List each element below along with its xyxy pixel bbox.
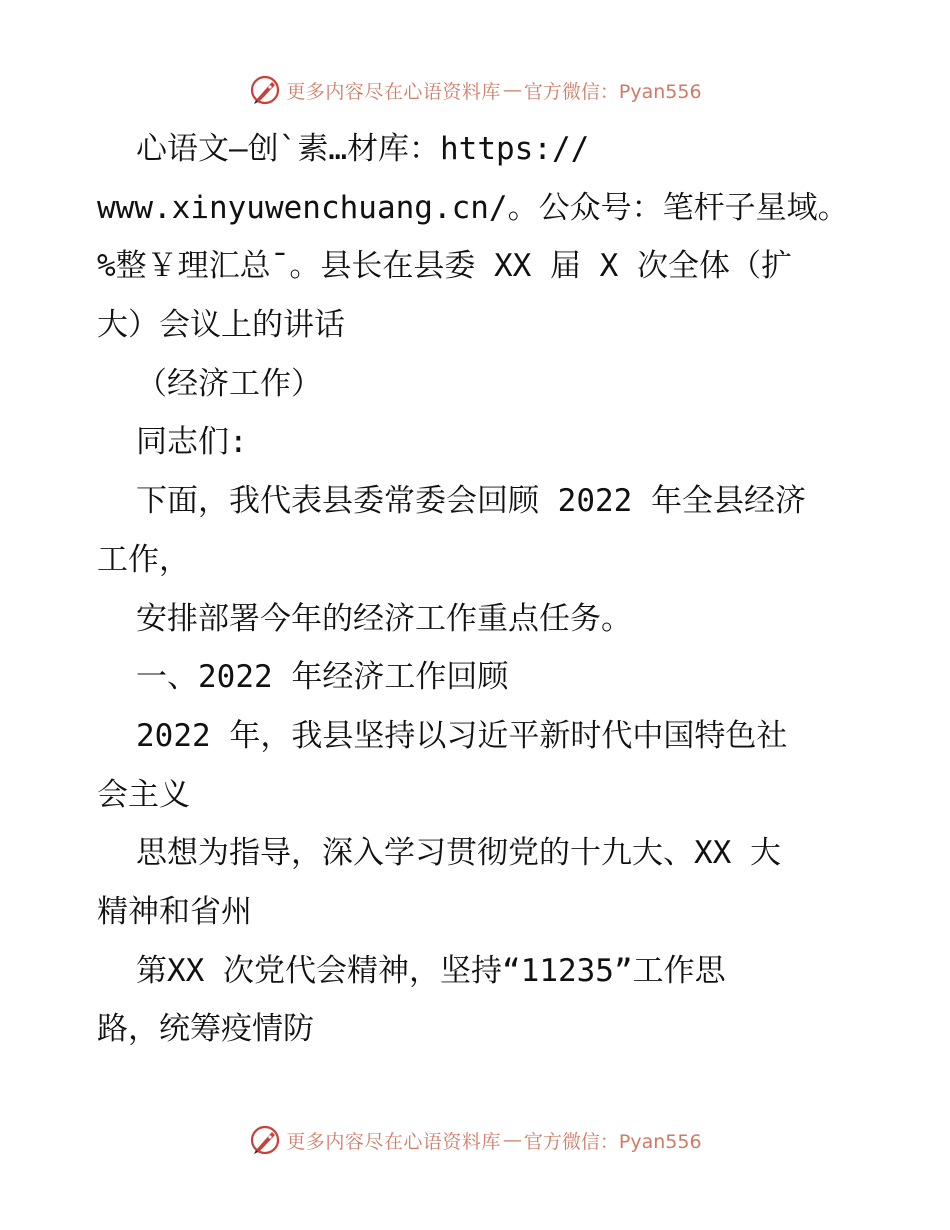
banner-text: 更多内容尽在心语资料库 bbox=[286, 80, 501, 103]
banner-account: 官方微信：Pyan556 bbox=[523, 80, 702, 103]
body-line: （经济工作） bbox=[136, 365, 322, 402]
document-body bbox=[97, 120, 857, 1059]
banner-account: 官方微信：Pyan556 bbox=[523, 1130, 702, 1153]
body-line: 一、2022 年经济工作回顾 bbox=[136, 659, 509, 696]
pen-logo-icon bbox=[248, 1123, 282, 1157]
banner-text: 更多内容尽在心语资料库 bbox=[286, 1130, 501, 1153]
body-line: 安排部署今年的经济工作重点任务。 bbox=[136, 600, 632, 637]
body-line: 下面，我代表县委常委会回顾 2022 年全县经济 bbox=[136, 483, 806, 520]
body-line: 思想为指导，深入学习贯彻党的十九大、XX 大 bbox=[136, 835, 781, 872]
body-line: 2022 年，我县坚持以习近平新时代中国特色社 bbox=[136, 717, 788, 754]
banner-separator: — bbox=[502, 79, 522, 101]
body-line: 同志们: bbox=[136, 424, 248, 461]
body-line: 心语文—创`素…材库：https:// bbox=[136, 131, 590, 167]
pen-logo-icon bbox=[248, 73, 282, 107]
body-line: www.xinyuwenchuang.cn/。公众号：笔杆子星域。 bbox=[97, 189, 849, 226]
body-line: 工作， bbox=[97, 541, 190, 578]
body-line: 精神和省州 bbox=[97, 893, 252, 930]
body-line: 大）会议上的讲话 bbox=[97, 307, 345, 344]
header-watermark-banner bbox=[0, 70, 950, 110]
banner-separator: — bbox=[502, 1129, 522, 1151]
footer-watermark-banner bbox=[0, 1120, 950, 1160]
body-line: 第XX 次党代会精神，坚持“11235”工作思 bbox=[136, 952, 726, 989]
body-line: %整￥理汇总¯。县长在县委 XX 届 X 次全体（扩 bbox=[97, 248, 792, 285]
body-line: 路，统筹疫情防 bbox=[97, 1011, 314, 1048]
body-line: 会主义 bbox=[97, 776, 190, 813]
